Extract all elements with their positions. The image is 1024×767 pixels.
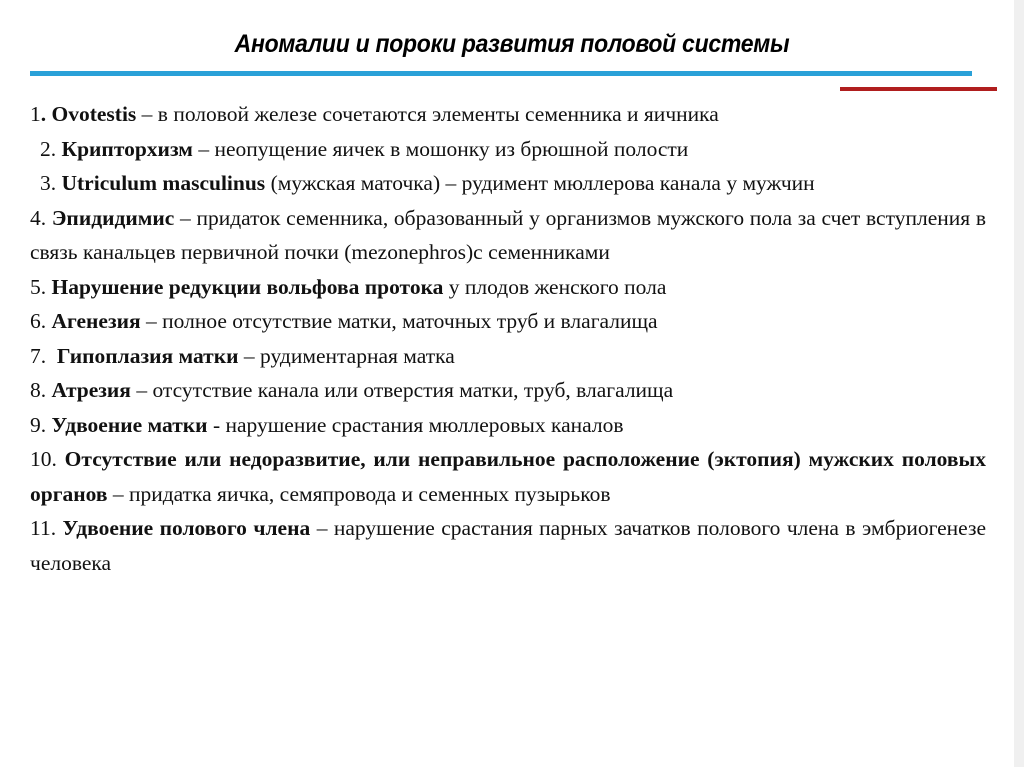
item-term: Крипторхизм (61, 136, 193, 161)
title-underline-red (840, 87, 997, 91)
anomaly-list (30, 97, 986, 580)
list-item-3 (30, 166, 986, 201)
item-number: 5. (30, 274, 52, 299)
list-item-8 (30, 373, 986, 408)
item-number: 3. (40, 171, 62, 195)
item-description: – полное отсутствие матки, маточных труб и влагалища (140, 309, 658, 333)
item-description: (мужская маточка) – рудимент мюллерова канала у мужчин (265, 171, 815, 195)
item-term: . Ovotestis (40, 102, 137, 126)
list-item-4 (30, 201, 986, 270)
item-term: Отсутствие или недоразвитие, или неправильное расположение (эктопия) мужских половых органов (30, 447, 986, 506)
title-underline-blue (30, 71, 972, 76)
list-item-6 (30, 304, 986, 339)
list-item-11 (30, 511, 986, 580)
item-number: 10. (30, 447, 65, 471)
item-term: Удвоение полового члена (62, 516, 311, 540)
list-item-9 (30, 408, 986, 443)
item-term: Агенезия (51, 309, 141, 333)
list-item-1 (30, 97, 986, 132)
item-term: Атрезия (51, 378, 131, 402)
item-number: 6. (30, 309, 52, 333)
item-description: – нарушение срастания парных зачатков полового члена в эмбриогенезе человека (30, 516, 986, 575)
item-number: 11. (30, 516, 63, 540)
item-term: Гипоплазия матки (56, 343, 239, 368)
item-number: 2. (40, 136, 62, 161)
item-description: – отсутствие канала или отверстия матки, труб, влагалища (130, 378, 674, 402)
item-description: – неопущение яичек в мошонку из брюшной полости (192, 136, 689, 161)
item-description: – в половой железе сочетаются элементы семенника и яичника (136, 102, 719, 126)
item-description: у плодов женского пола (443, 274, 667, 299)
item-description: – придаток семенника, образованный у организмов мужского пола за счет вступления в связь канальцев первичной почки (mezonephros)с семенниками (30, 205, 987, 264)
item-term: Удвоение матки (51, 412, 208, 437)
item-number: 7. (30, 343, 57, 368)
item-number: 1 (30, 102, 41, 126)
list-item-5 (30, 270, 986, 305)
slide-title: Аномалии и пороки развития половой системы (234, 30, 790, 58)
list-item-2 (30, 132, 986, 167)
item-number: 9. (30, 412, 52, 437)
list-item-7 (30, 339, 986, 374)
item-description: – рудиментарная матка (238, 343, 455, 368)
item-description: – придатка яичка, семяпровода и семенных пузырьков (107, 481, 611, 506)
item-term: Нарушение редукции вольфова протока (51, 274, 444, 299)
item-term: Эпидидимис (51, 205, 175, 230)
slide-edge (1014, 0, 1024, 767)
item-term: Utriculum masculinus (61, 171, 266, 195)
item-number: 4. (30, 205, 52, 230)
list-item-10 (30, 442, 986, 511)
item-number: 8. (30, 378, 52, 402)
item-description: - нарушение срастания мюллеровых каналов (207, 412, 624, 437)
